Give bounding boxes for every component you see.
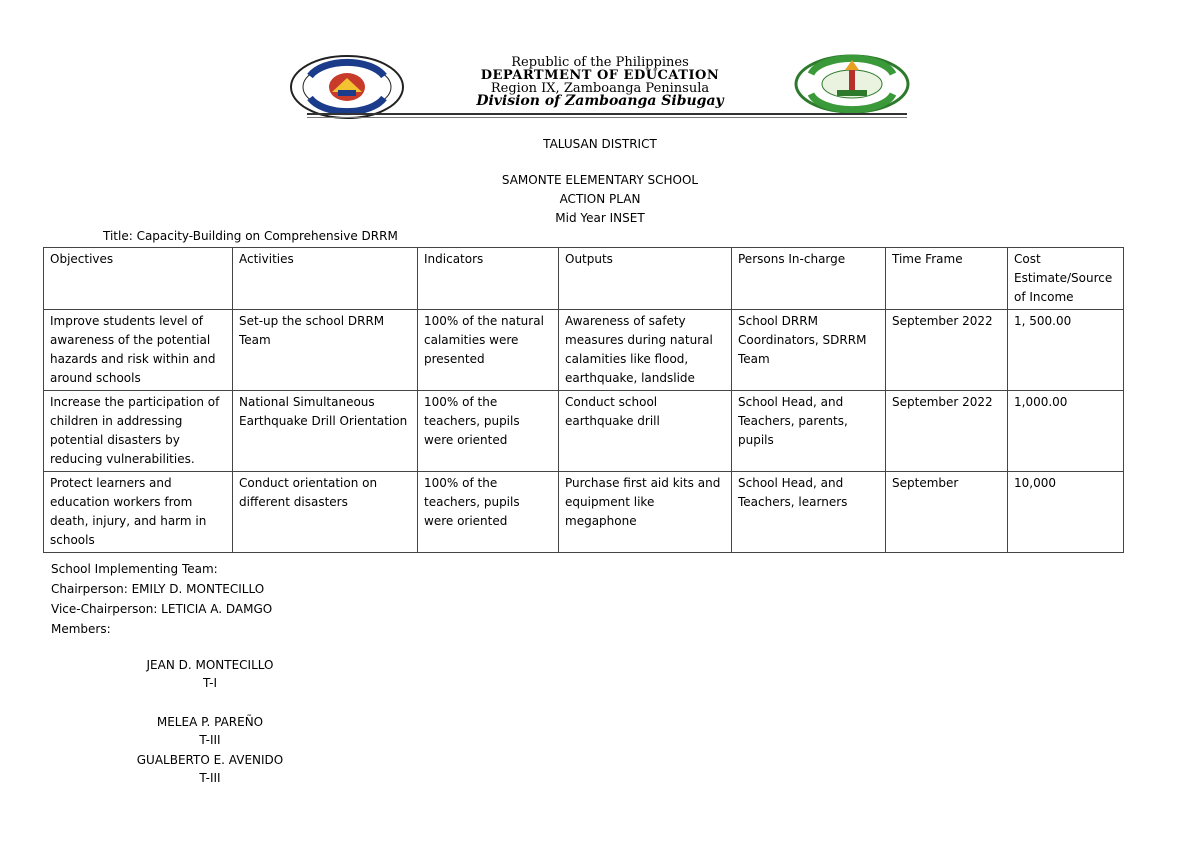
- cell-indicator: 100% of the teachers, pupils were oriented: [418, 472, 559, 553]
- letterhead: [420, 56, 780, 108]
- cell-indicator: 100% of the natural calamities were presented: [418, 310, 559, 391]
- header-outputs: Outputs: [559, 248, 732, 310]
- chairperson: Chairperson: EMILY D. MONTECILLO: [51, 582, 265, 596]
- division-seal-logo: [793, 54, 911, 114]
- cell-time-frame: September 2022: [886, 391, 1008, 472]
- cell-activity: Conduct orientation on different disasters: [233, 472, 418, 553]
- member-name: MELEA P. PAREÑO: [156, 715, 264, 729]
- header-activities: Activities: [233, 248, 418, 310]
- district-name: TALUSAN DISTRICT: [543, 137, 657, 151]
- cell-persons: School DRRM Coordinators, SDRRM Team: [732, 310, 886, 391]
- header-cost-estimate: Cost Estimate/Source of Income: [1008, 248, 1124, 310]
- member-position: T-III: [199, 771, 221, 785]
- member-position: T-I: [202, 676, 218, 690]
- table-row: [44, 310, 1124, 391]
- cell-cost: 10,000: [1008, 472, 1124, 553]
- cell-objective: Increase the participation of children in addressing potential disasters by reducing vulnerabilities.: [44, 391, 233, 472]
- action-plan-table: [43, 247, 1124, 553]
- plan-title: Title: Capacity-Building on Comprehensive DRRM: [103, 229, 398, 243]
- member-entry: [100, 713, 320, 749]
- cell-indicator: 100% of the teachers, pupils were oriented: [418, 391, 559, 472]
- table-header-row: [44, 248, 1124, 310]
- cell-objective: Protect learners and education workers from death, injury, and harm in schools: [44, 472, 233, 553]
- table-row: [44, 472, 1124, 553]
- header-indicators: Indicators: [418, 248, 559, 310]
- member-entry: [100, 751, 320, 787]
- cell-output: Conduct school earthquake drill: [559, 391, 732, 472]
- header-persons-in-charge: Persons In-charge: [732, 248, 886, 310]
- cell-time-frame: September 2022: [886, 310, 1008, 391]
- cell-output: Purchase first aid kits and equipment like megaphone: [559, 472, 732, 553]
- division-line: Division of Zamboanga Sibugay: [476, 93, 724, 109]
- event-name: Mid Year INSET: [555, 211, 645, 225]
- table-row: [44, 391, 1124, 472]
- cell-cost: 1, 500.00: [1008, 310, 1124, 391]
- member-name: GUALBERTO E. AVENIDO: [136, 753, 284, 767]
- team-heading: School Implementing Team:: [51, 562, 218, 576]
- members-label: Members:: [51, 622, 111, 636]
- cell-time-frame: September: [886, 472, 1008, 553]
- header-divider: [307, 113, 907, 115]
- implementing-team: [51, 559, 272, 639]
- cell-persons: School Head, and Teachers, learners: [732, 472, 886, 553]
- cell-activity: National Simultaneous Earthquake Drill Orientation: [233, 391, 418, 472]
- cell-objective: Improve students level of awareness of the potential hazards and risk within and around schools: [44, 310, 233, 391]
- member-name: JEAN D. MONTECILLO: [146, 658, 274, 672]
- department-line: DEPARTMENT OF EDUCATION: [480, 68, 720, 83]
- member-position: T-III: [199, 733, 221, 747]
- republic-line: Republic of the Philippines: [511, 55, 689, 70]
- cell-persons: School Head, and Teachers, parents, pupils: [732, 391, 886, 472]
- cell-activity: Set-up the school DRRM Team: [233, 310, 418, 391]
- member-entry: [100, 656, 320, 692]
- cell-cost: 1,000.00: [1008, 391, 1124, 472]
- header-divider-thin: [307, 117, 907, 118]
- deped-seal-logo: [288, 54, 406, 120]
- document-type: ACTION PLAN: [559, 192, 641, 206]
- school-name: SAMONTE ELEMENTARY SCHOOL: [501, 173, 699, 187]
- vice-chairperson: Vice-Chairperson: LETICIA A. DAMGO: [51, 602, 273, 616]
- cell-output: Awareness of safety measures during natural calamities like flood, earthquake, landslide: [559, 310, 732, 391]
- header-objectives: Objectives: [44, 248, 233, 310]
- header-time-frame: Time Frame: [886, 248, 1008, 310]
- region-line: Region IX, Zamboanga Peninsula: [490, 81, 710, 96]
